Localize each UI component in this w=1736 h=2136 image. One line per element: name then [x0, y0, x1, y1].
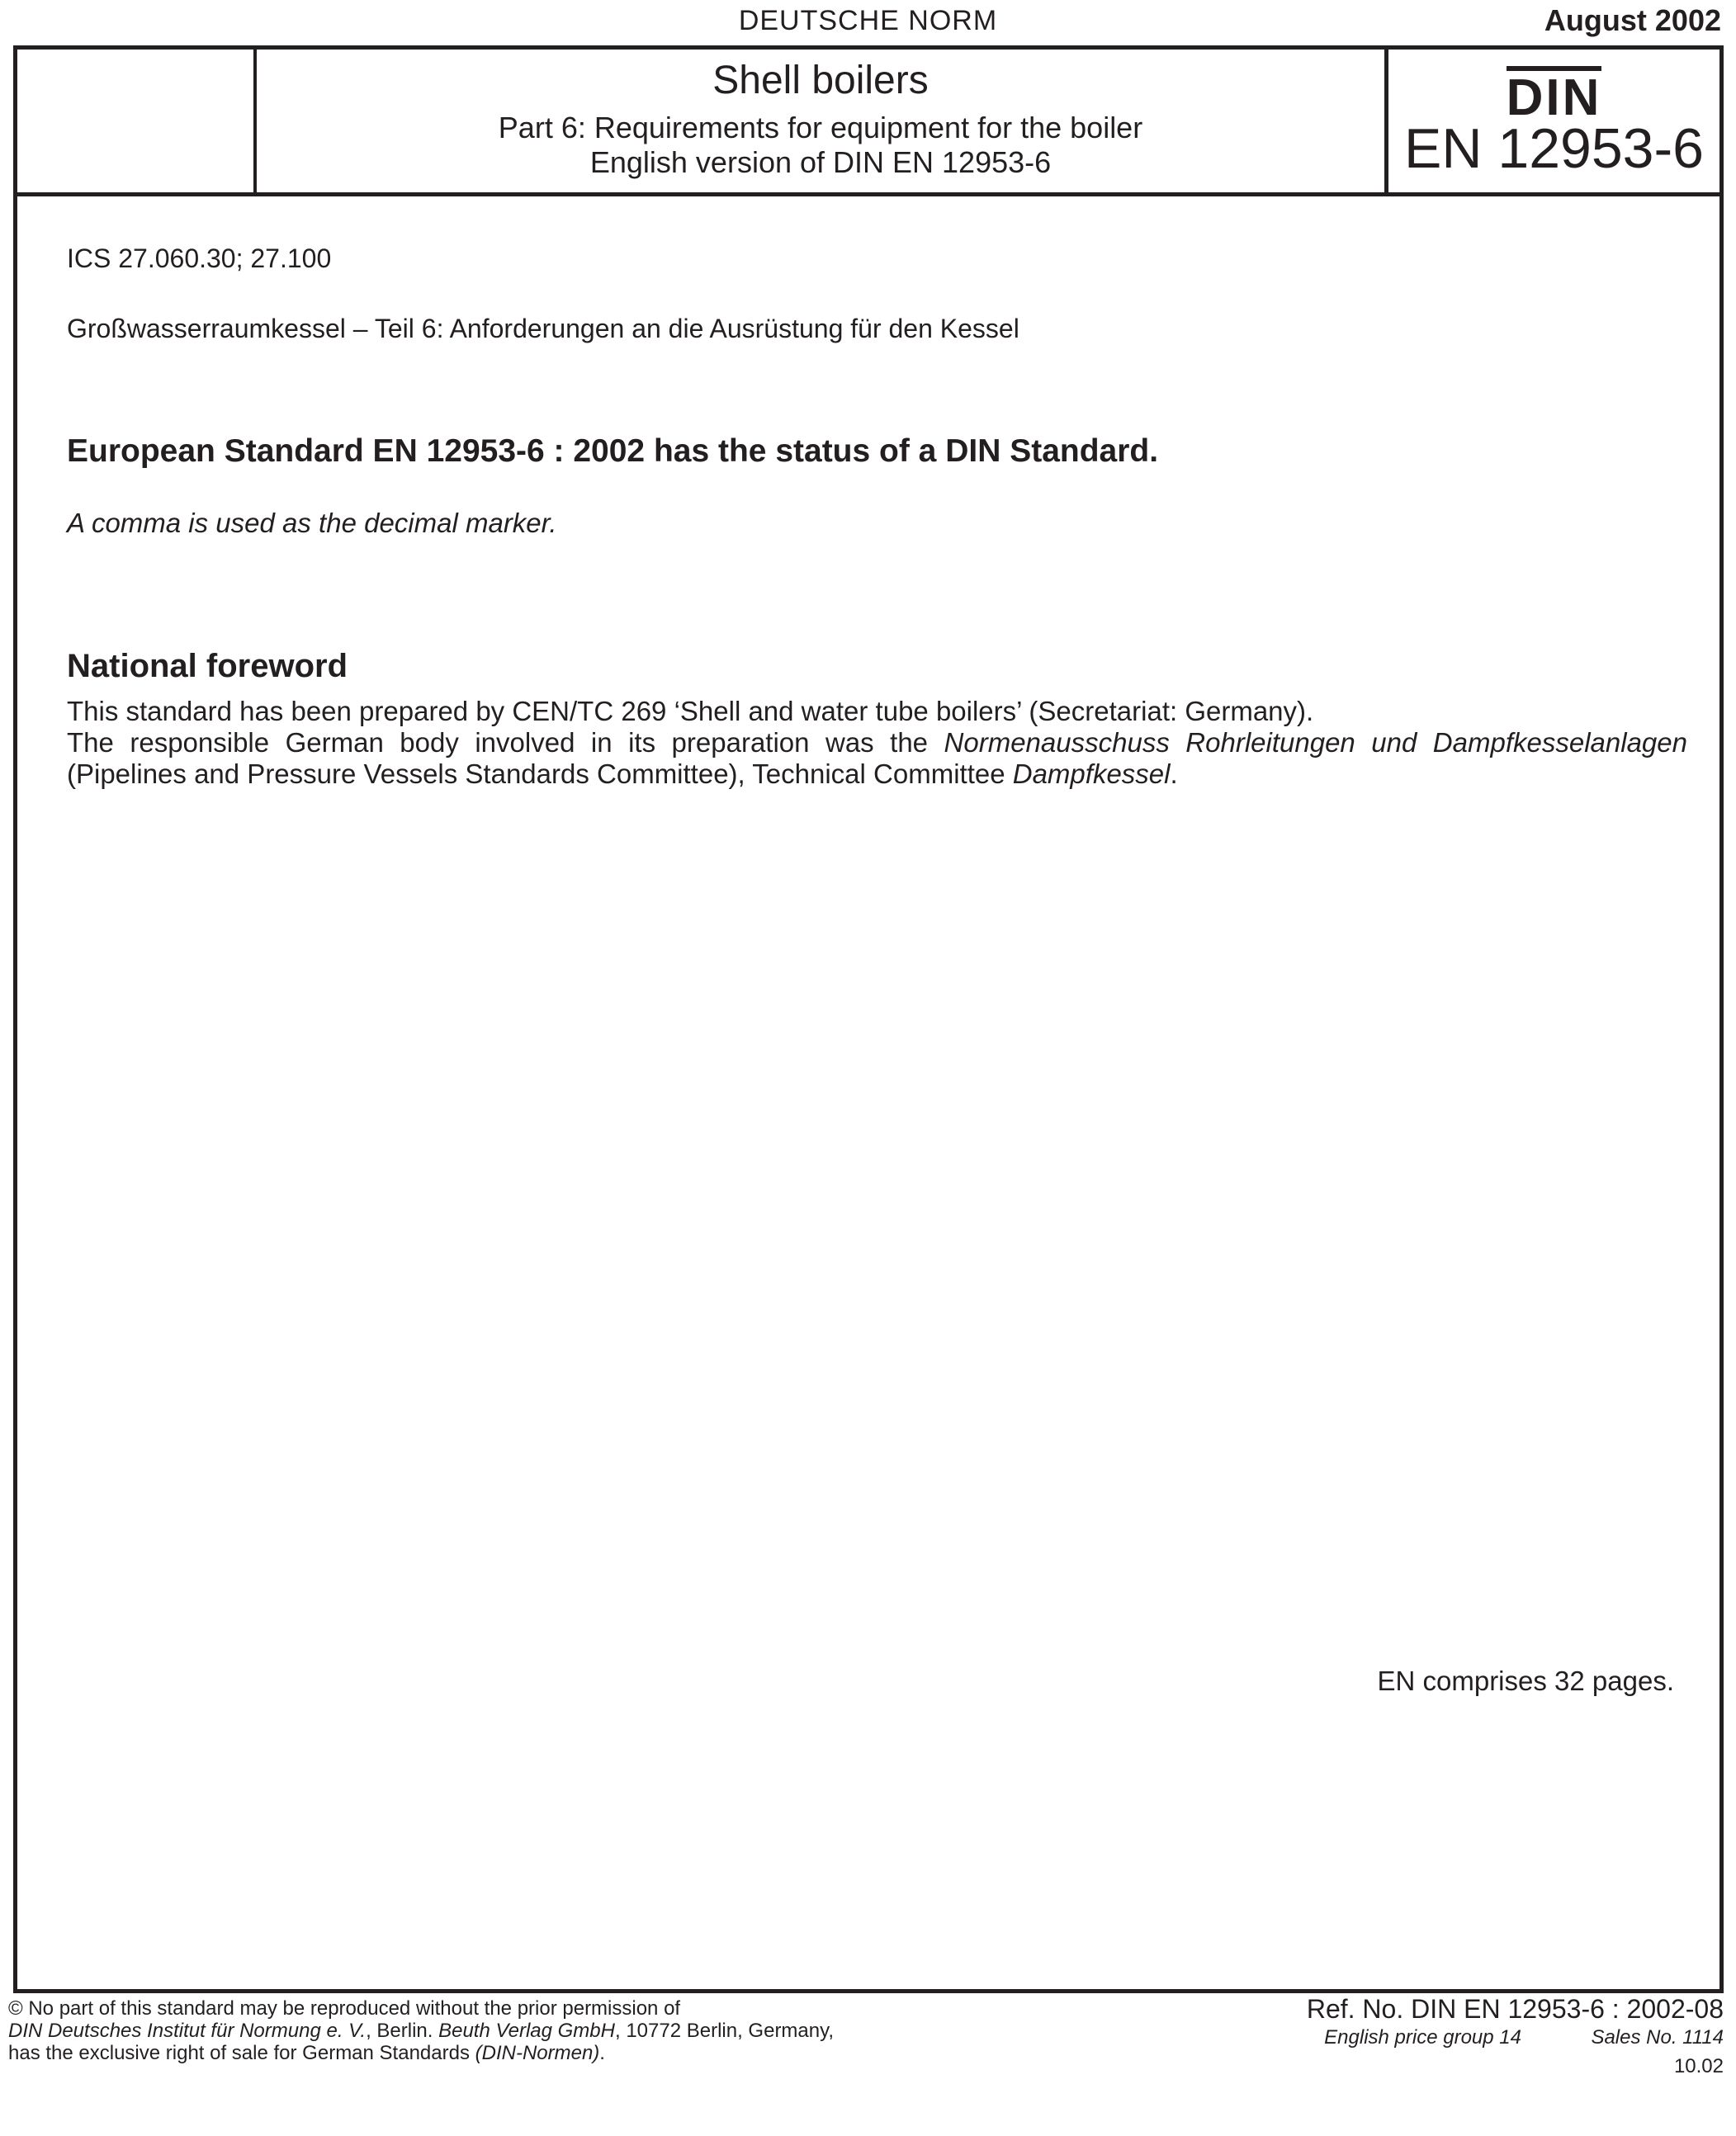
document-subtitle: Part 6: Requirements for equipment for the boiler — [498, 111, 1143, 144]
copyright-notice — [8, 1997, 834, 2064]
publisher-name: Beuth Verlag GmbH — [438, 2020, 615, 2042]
price-group: English price group 14 — [1324, 2026, 1521, 2049]
document-title: Shell boilers — [712, 59, 929, 102]
foreword-paragraph-1: This standard has been prepared by CEN/TC 269 ‘Shell and water tube boilers’ (Secretariat: Germany). — [67, 696, 1314, 726]
foreword-text: The responsible German body involved in its preparation was the — [67, 727, 944, 758]
ics-code: ICS 27.060.30; 27.100 — [67, 243, 332, 273]
issue-date: August 2002 — [1544, 3, 1721, 37]
copyright-text: has the exclusive right of sale for German Standards — [8, 2042, 475, 2064]
print-date: 10.02 — [1673, 2055, 1724, 2077]
german-title: Großwasserraumkessel – Teil 6: Anforderungen an die Ausrüstung für den Kessel — [67, 314, 1019, 343]
foreword-text: . — [1170, 758, 1178, 789]
copyright-line-2 — [8, 2020, 834, 2042]
norm-label: DEUTSCHE NORM — [738, 5, 998, 36]
institute-name: DIN Deutsches Institut für Normung e. V. — [8, 2020, 367, 2042]
din-logo-text: DIN — [1507, 66, 1602, 124]
copyright-text: . — [599, 2042, 605, 2064]
standard-number: EN 12953-6 — [1404, 117, 1704, 180]
technical-committee-name: Dampfkessel — [1012, 758, 1171, 789]
header-blank-cell — [17, 50, 257, 192]
foreword-paragraph-2 — [67, 727, 1687, 790]
decimal-note: A comma is used as the decimal marker. — [67, 508, 557, 538]
header-row — [17, 50, 1719, 196]
din-logo — [1388, 66, 1719, 124]
copyright-text: , 10772 Berlin, Germany, — [614, 2020, 835, 2042]
document-version: English version of DIN EN 12953-6 — [589, 145, 1052, 179]
page-count: EN comprises 32 pages. — [1377, 1666, 1674, 1696]
copyright-text: , Berlin. — [366, 2020, 439, 2042]
standard-cell — [1384, 50, 1719, 192]
status-statement: European Standard EN 12953-6 : 2002 has the status of a DIN Standard. — [67, 433, 1159, 469]
bottom-rule — [17, 1989, 1719, 1993]
document-frame — [13, 45, 1724, 1993]
committee-name: Normenausschuss Rohrleitungen und Dampfkesselanlagen — [944, 727, 1687, 758]
sales-number: Sales No. 1114 — [1591, 2026, 1724, 2049]
title-cell — [257, 50, 1384, 192]
reference-number: Ref. No. DIN EN 12953-6 : 2002-08 — [1306, 1994, 1724, 2024]
din-normen-label: (DIN-Normen) — [475, 2042, 600, 2064]
copyright-line-3 — [8, 2042, 834, 2064]
foreword-heading: National foreword — [67, 648, 348, 684]
foreword-body — [67, 696, 1687, 790]
copyright-line-1: © No part of this standard may be reproduced without the prior permission of — [8, 1997, 681, 2020]
foreword-text: (Pipelines and Pressure Vessels Standards Committee), Technical Committee — [67, 758, 1013, 789]
